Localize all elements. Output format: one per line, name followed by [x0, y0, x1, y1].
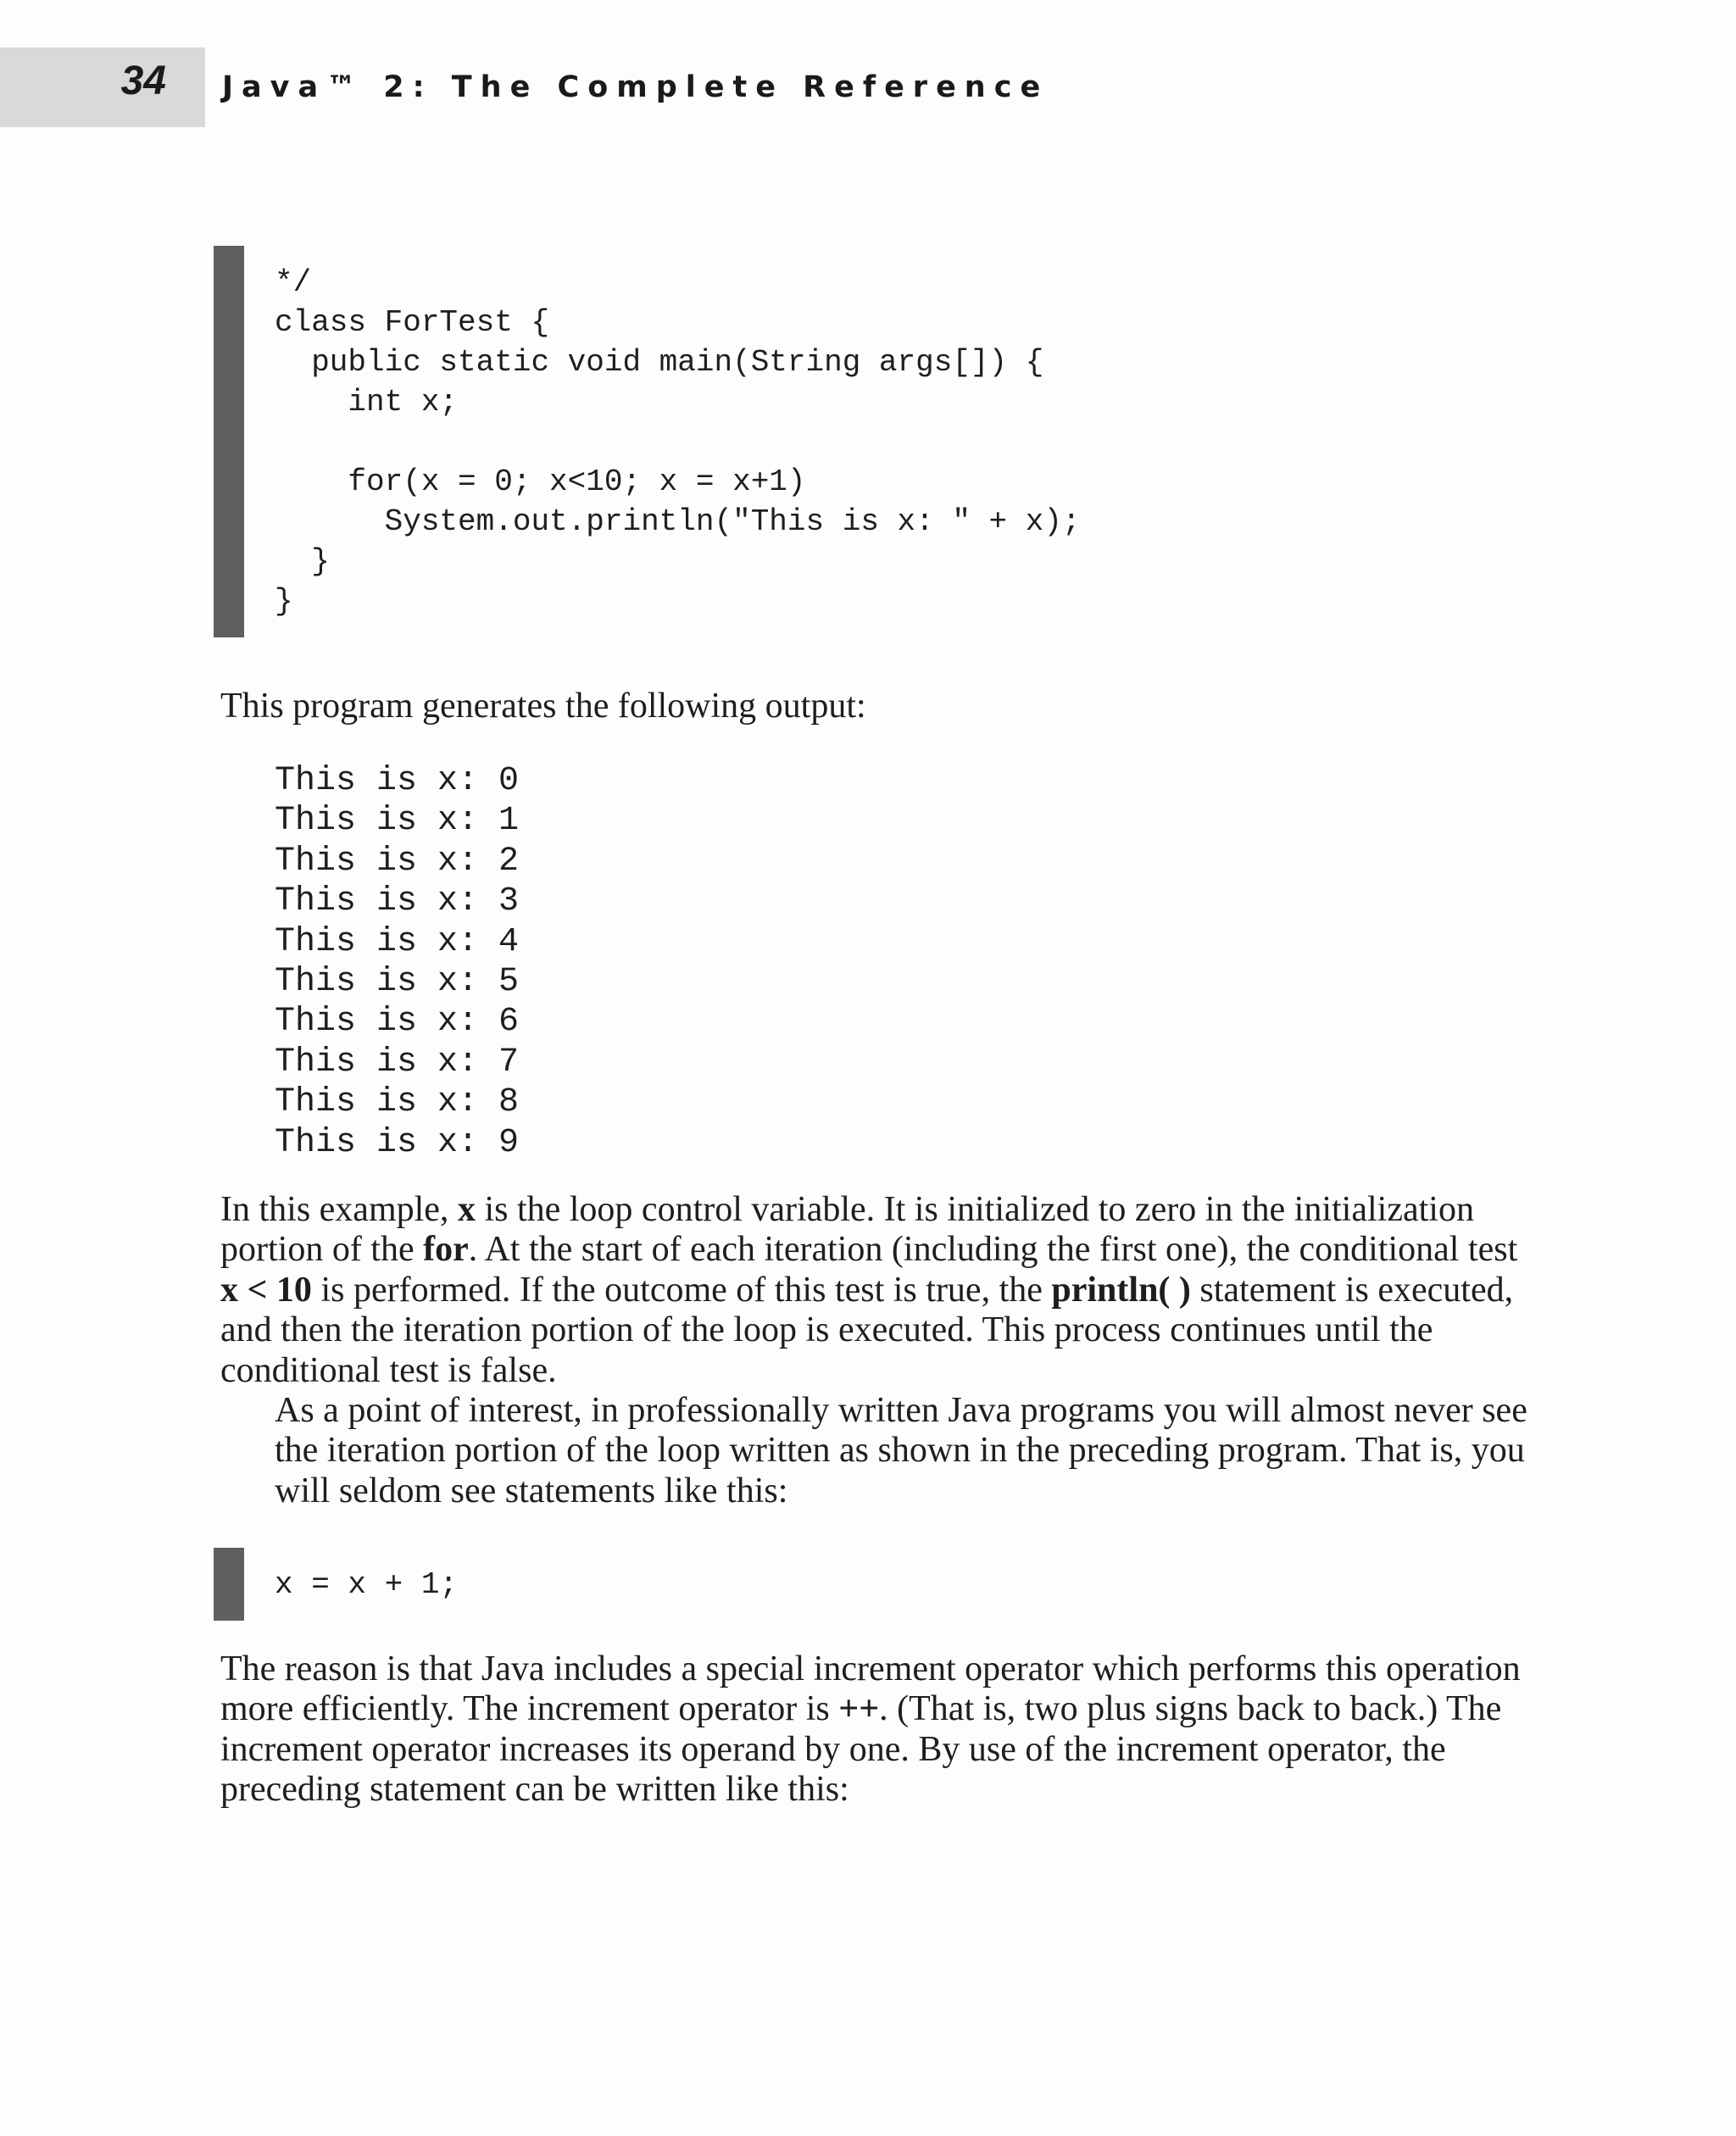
- code-term-for: for: [423, 1230, 469, 1270]
- code-line: class ForTest {: [275, 305, 550, 340]
- code-line: int x;: [275, 385, 459, 420]
- text-run: . At the start of each iteration (including the first one), the conditional test: [468, 1230, 1518, 1270]
- text-run: statement is executed, and then the iteration portion of the loop is executed. This process continues until the conditional test is false.: [220, 1270, 1514, 1390]
- code-block-bar: [214, 246, 244, 637]
- code-term-x: x: [457, 1190, 476, 1229]
- text-run: . (That is, two plus signs back to back.) The increment operator increases its operand by one. By use of the increment operator, the preceding statement can be written like this:: [220, 1689, 1502, 1810]
- text-run: In this example,: [220, 1190, 458, 1229]
- output-line: This is x: 4: [275, 922, 520, 961]
- output-line: This is x: 5: [275, 963, 520, 1002]
- code-line: */: [275, 265, 312, 300]
- program-output: [275, 761, 519, 1163]
- text-run: The reason is that Java includes a special increment operator which performs this operation more efficiently. The increment operator is: [220, 1649, 1521, 1729]
- text-run: As a point of interest, in professionally written Java programs you will almost never see the iteration portion of the loop written as shown in the preceding program. That is, you will seldom see statements like this:: [275, 1391, 1527, 1510]
- code-block-bar: [214, 1548, 244, 1621]
- code-line: }: [275, 584, 293, 619]
- intro-text: This program generates the following output:: [220, 687, 866, 726]
- output-line: This is x: 2: [275, 842, 520, 881]
- output-line: This is x: 3: [275, 882, 520, 921]
- code-term-condition: x < 10: [220, 1270, 312, 1310]
- code-line: System.out.println("This is x: " + x);: [275, 504, 1081, 539]
- code-line: }: [275, 544, 330, 579]
- code-term-println: println( ): [1051, 1270, 1191, 1310]
- page-number: 34: [120, 58, 166, 103]
- page-number-tab: [0, 47, 205, 127]
- output-line: This is x: 1: [275, 802, 520, 841]
- code-line: public static void main(String args[]) {: [275, 345, 1044, 380]
- code-term-increment: ++: [838, 1689, 880, 1729]
- explanation-paragraph: [220, 1190, 1543, 1391]
- text-run: is the loop control variable. It is initialized to zero in the initialization portion of the: [220, 1190, 1474, 1270]
- output-line: This is x: 8: [275, 1083, 520, 1122]
- running-head: Java™ 2: The Complete Reference: [222, 70, 1049, 104]
- page-header: [0, 47, 1736, 127]
- increment-paragraph: [220, 1649, 1543, 1811]
- output-line: This is x: 6: [275, 1003, 520, 1042]
- output-line: This is x: 7: [275, 1043, 520, 1082]
- interest-paragraph: [220, 1391, 1543, 1511]
- text-run: is performed. If the outcome of this test is true, the: [311, 1270, 1052, 1310]
- code-line: for(x = 0; x<10; x = x+1): [275, 464, 806, 499]
- intro-paragraph: [220, 687, 1543, 726]
- output-line: This is x: 9: [275, 1123, 520, 1162]
- code-line: x = x + 1;: [275, 1567, 459, 1602]
- output-line: This is x: 0: [275, 762, 520, 800]
